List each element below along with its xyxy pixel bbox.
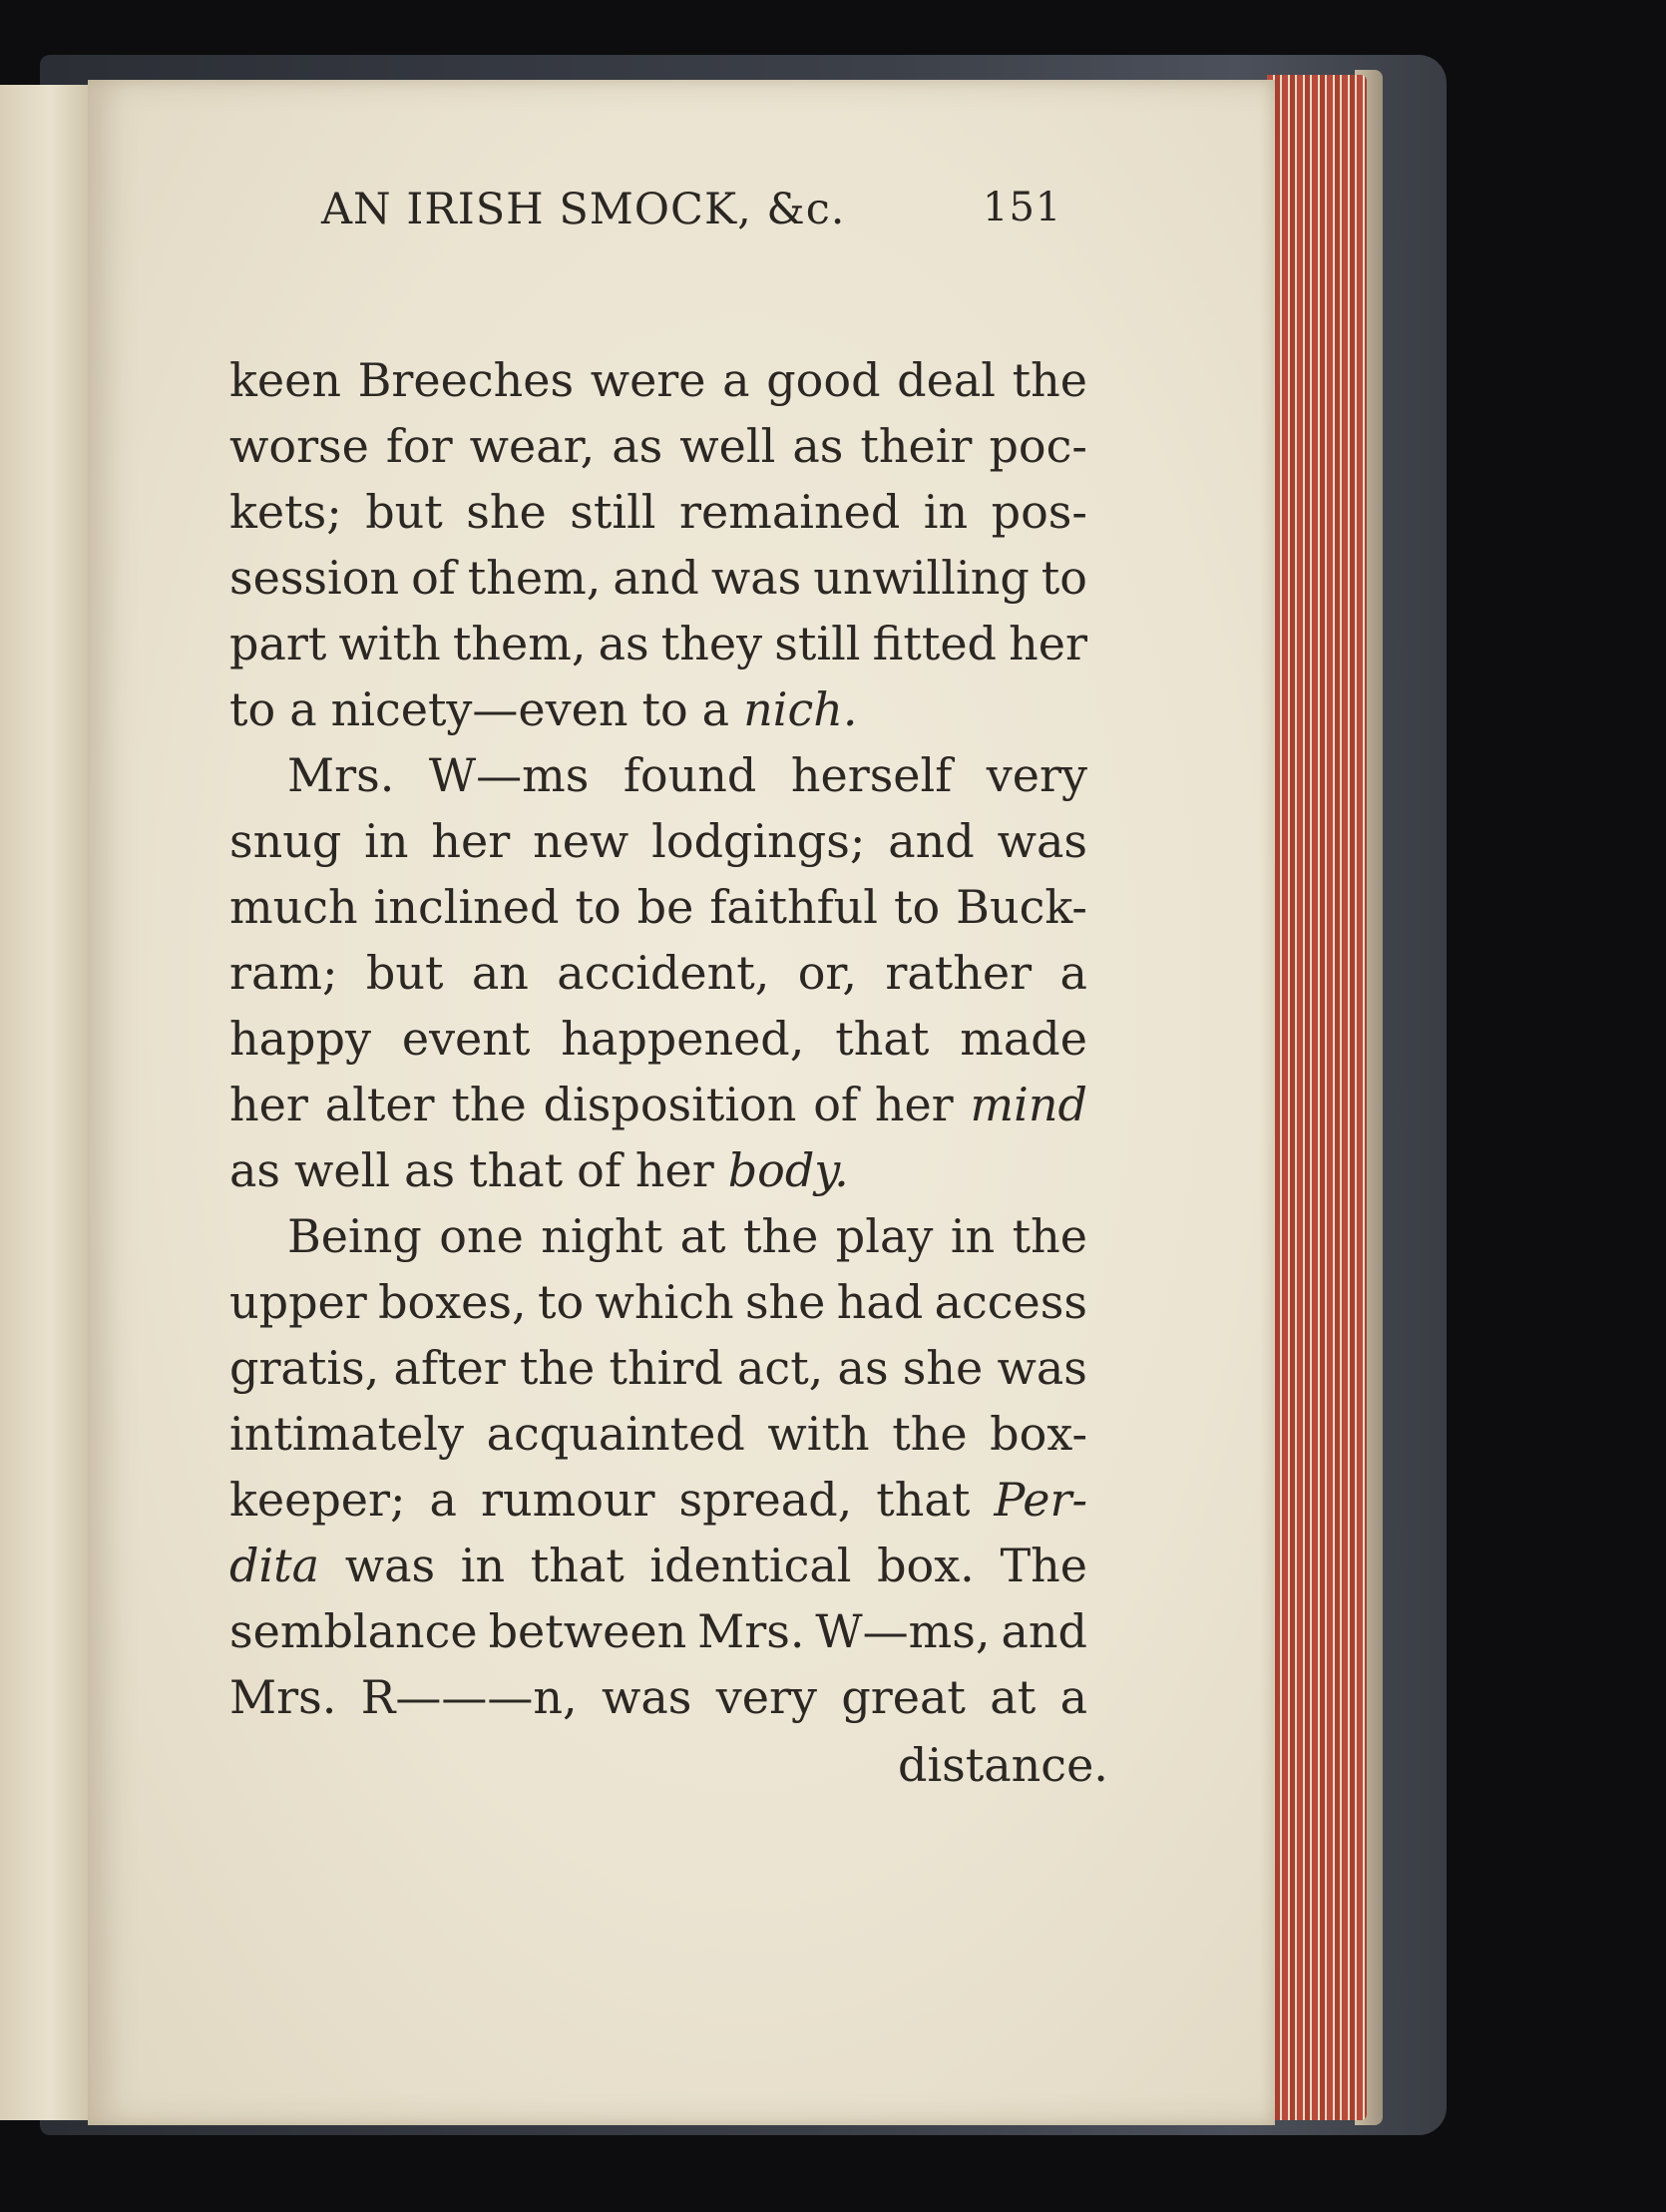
word: the [1012,1209,1087,1263]
word: act, [737,1341,824,1395]
running-head [229,185,1087,254]
word: Per- [994,1473,1087,1527]
word: boxes, [378,1275,527,1329]
word: the [451,1078,527,1131]
word: keen [229,353,341,407]
word: Being [287,1209,422,1263]
word: after [393,1341,506,1395]
word: semblance [229,1604,478,1658]
word: the [519,1341,596,1395]
running-head-title: AN IRISH SMOCK, &c. [321,185,846,234]
word: her [1009,617,1087,670]
word: happened, [561,1012,805,1066]
word: rather [885,946,1033,1000]
text-line [229,1598,1087,1664]
word: box- [990,1407,1087,1461]
word: with [338,617,441,670]
word: third [609,1341,723,1395]
text-line [229,1006,1087,1072]
word: ram; [229,946,338,1000]
word: alter [324,1078,435,1131]
facing-page [0,85,95,2120]
word: herself [790,748,953,802]
word: at [679,1209,726,1263]
word: unwilling [813,551,1030,605]
word: event [401,1012,531,1066]
word: to [575,880,622,934]
word: Mrs. [229,1670,337,1724]
word: a [701,682,730,736]
word: but [365,946,444,1000]
text-line [229,940,1087,1006]
word: good [766,353,881,407]
text-line [229,545,1087,611]
word: as [612,419,663,473]
word: still [774,617,861,670]
red-page-edges [1267,75,1367,2120]
word: was [344,1539,436,1592]
word: as [404,1143,456,1197]
page-number: 151 [983,185,1062,230]
word: as [598,617,649,670]
word: intimately [229,1407,464,1461]
word: faithful [709,880,878,934]
word: gratis, [229,1341,380,1395]
word: one [439,1209,524,1263]
word: rumour [480,1473,655,1527]
text-line [229,413,1087,479]
word: she [466,485,547,539]
word: and [1001,1604,1087,1658]
text-line [229,479,1087,545]
text-line [229,1269,1087,1335]
word: as [792,419,844,473]
word: to [229,682,276,736]
word: were [590,353,706,407]
word: acquainted [486,1407,745,1461]
text-line [229,1467,1087,1533]
word: identical [649,1539,852,1592]
word: the [1012,353,1087,407]
text-line [229,742,1087,808]
word: body. [727,1143,849,1197]
word: pos- [991,485,1087,539]
word: a [722,353,750,407]
word: W—ms [428,748,590,802]
word: to [537,1275,585,1329]
text-line [229,1533,1087,1598]
word: made [960,1012,1087,1066]
word: nich. [743,682,858,736]
word: and [888,814,975,868]
word: very [715,1670,817,1724]
word: still [570,485,656,539]
word: mind [970,1078,1087,1131]
word: of [813,1078,858,1131]
text-line [229,808,1087,874]
text-line [229,347,1087,413]
word: spread, [678,1473,853,1527]
word: very [986,748,1087,802]
word: them, [452,617,587,670]
word: access [934,1275,1087,1329]
word: she [744,1275,826,1329]
word: was [997,814,1087,868]
word: them, [467,551,602,605]
word: their [860,419,973,473]
word: that [835,1012,930,1066]
body-text [229,347,1087,1730]
word: and [613,551,699,605]
word: that [876,1473,971,1527]
word: session [229,551,400,605]
word: in [950,1209,996,1263]
word: disposition [543,1078,797,1131]
word: new [533,814,629,868]
text-line [229,1072,1087,1137]
word: Mrs. [697,1604,805,1658]
word: that [469,1143,564,1197]
word: accident, [557,946,770,1000]
text-line [229,676,1087,742]
word: The [1000,1539,1087,1592]
word: between [488,1604,687,1658]
word: deal [897,353,996,407]
text-line [229,1137,1087,1203]
word: her [431,814,511,868]
word: a [429,1473,457,1527]
word: to [641,682,688,736]
word: wear, [469,419,596,473]
word: R———n, [360,1670,578,1724]
word: was [710,551,802,605]
text-line [229,1401,1087,1467]
word: she [902,1341,984,1395]
word: fitted [872,617,997,670]
word: her [874,1078,954,1131]
word: snug [229,814,342,868]
word: Mrs. [287,748,395,802]
word: in [364,814,409,868]
word: poc- [989,419,1087,473]
word: the [892,1407,968,1461]
word: inclined [373,880,560,934]
word: the [743,1209,819,1263]
word: her [229,1078,308,1131]
word: part [229,617,327,670]
word: at [990,1670,1037,1724]
word: kets; [229,485,342,539]
word: to [1041,551,1087,605]
word: was [997,1341,1087,1395]
word: keeper; [229,1473,406,1527]
word: nicety—even [330,682,628,736]
text-line [229,1203,1087,1269]
word: Breeches [357,353,575,407]
word: worse [229,419,369,473]
word: great [841,1670,966,1724]
word: her [634,1143,714,1197]
word: as [229,1143,281,1197]
word: a [1059,946,1087,1000]
word: of [411,551,456,605]
text-line [229,874,1087,940]
word: dita [229,1539,320,1592]
text-line [229,611,1087,676]
text-line [229,1335,1087,1401]
word: much [229,880,358,934]
word: Buck- [956,880,1087,934]
word: W—ms, [815,1604,991,1658]
word: an [471,946,529,1000]
word: of [577,1143,622,1197]
word: which [595,1275,734,1329]
word: remained [679,485,901,539]
word: box. [877,1539,975,1592]
text-line [229,1664,1087,1730]
word: in [460,1539,506,1592]
word: or, [797,946,857,1000]
catchword: distance. [898,1738,1108,1792]
word: found [623,748,757,802]
word: as [837,1341,889,1395]
word: a [1059,1670,1087,1724]
word: upper [229,1275,367,1329]
word: a [289,682,317,736]
word: in [923,485,969,539]
word: that [530,1539,625,1592]
word: night [541,1209,663,1263]
word: be [636,880,694,934]
word: well [294,1143,391,1197]
word: play [835,1209,934,1263]
word: lodgings; [651,814,866,868]
word: with [767,1407,870,1461]
word: they [660,617,763,670]
word: but [365,485,443,539]
word: to [893,880,941,934]
word: was [601,1670,692,1724]
word: had [836,1275,924,1329]
word: for [385,419,453,473]
word: well [679,419,776,473]
word: happy [229,1012,371,1066]
